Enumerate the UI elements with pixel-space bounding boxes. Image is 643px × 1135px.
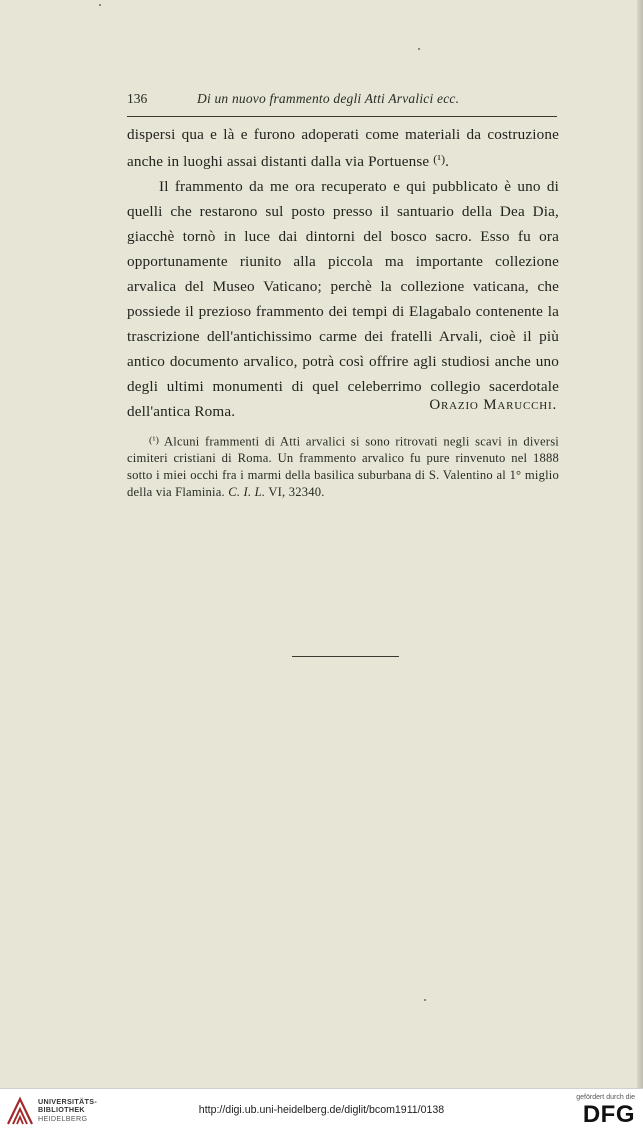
paragraph-tail: .: [445, 152, 450, 170]
footnote-citation-number: VI, 32340.: [268, 485, 325, 500]
running-title: Di un nuovo frammento degli Atti Arvalici ecc.: [197, 91, 460, 106]
running-header: [127, 91, 557, 111]
footnote-text: Alcuni frammenti di Atti arvalici si sono ritrovati negli scavi in diversi cimiteri cristiani di Roma. Un frammento arvalico fu pure rinvenuto nel 1888 sotto i miei occhi fra i marmi della basilica suburbana di S. Valentino al 1° miglio della via Flaminia.: [127, 434, 560, 500]
viewer-footer: [0, 1088, 643, 1135]
scan-speck: [418, 48, 420, 50]
funding-caption: gefördert durch die: [576, 1094, 635, 1101]
author-signature: Orazio Marucchi.: [429, 397, 557, 413]
library-name-line: HEIDELBERG: [38, 1113, 88, 1123]
paragraph-continuation: [127, 122, 559, 174]
paragraph: Il frammento da me ora recuperato e qui pubblicato è uno di quelli che restarono sul posto presso il santuario della Dea Dia, giacchè tornò in luce dai dintorni del bosco sacro. Esso fu ora opportunamente riunito alla piccola ma importante collezione arvalica del Museo Vaticano; perchè la collezione vaticana, che possiede il prezioso frammento dei tempi di Elagabalo contenente la trascrizione dell'antichissimo carme dei fratelli Arvali, cioè il più antico documento arvalico, potrà così offrire agli studiosi anche uno degli ultimi monumenti di quel celeberrimo collegio sacerdotale dell'antica Roma.: [127, 177, 559, 420]
library-name-line: BIBLIOTHEK: [38, 1105, 85, 1115]
footnote-reference: (¹): [433, 152, 446, 166]
page-edge-shadow: [637, 0, 643, 1088]
page-number: 136: [127, 91, 148, 106]
footnote: [127, 432, 559, 501]
paragraph-text: dispersi qua e là e furono adoperati come materiali da costruzione anche in luoghi assai distanti dalla via Portuense: [127, 126, 559, 170]
dfg-logo: DFG: [582, 1101, 635, 1128]
footnote-citation: C. I. L.: [228, 485, 266, 500]
library-name-line: UNIVERSITÄTS-: [38, 1097, 98, 1106]
body-text: [127, 122, 559, 424]
end-of-text-rule: [292, 656, 399, 657]
header-rule: [127, 116, 557, 117]
permalink-url[interactable]: http://digi.ub.uni-heidelberg.de/diglit/bcom1911/0138: [198, 1104, 445, 1116]
scan-speck: [424, 999, 426, 1001]
funding-notice: [569, 1093, 635, 1128]
footnote-marker: (¹): [149, 435, 160, 446]
scan-speck: [99, 4, 101, 6]
